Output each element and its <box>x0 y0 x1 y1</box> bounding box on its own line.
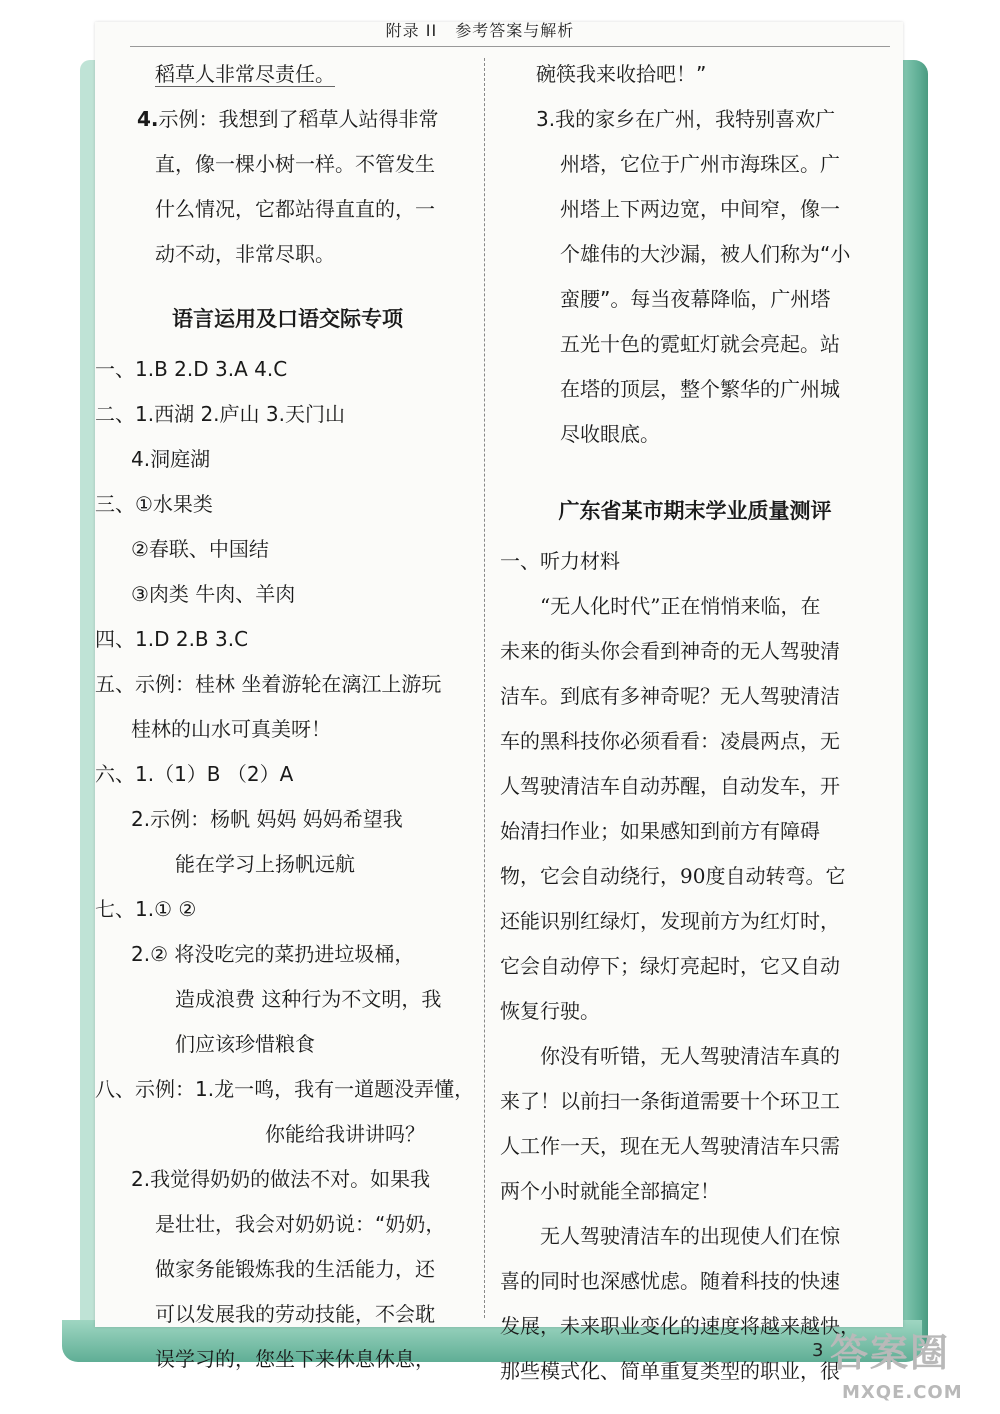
text-line: 州塔上下两边宽，中间窄，像一 <box>560 197 840 221</box>
passage-line: 你没有听错，无人驾驶清洁车真的 <box>540 1044 840 1068</box>
text-line: 碗筷我来收拾吧！” <box>536 62 707 86</box>
header-title: 参考答案与解析 <box>455 21 575 40</box>
passage-line: 两个小时就能全部搞定！ <box>500 1179 720 1203</box>
passage-line: 发展，未来职业变化的速度将越来越快， <box>500 1314 860 1338</box>
passage-line: “无人化时代”正在悄悄来临，在 <box>540 594 821 618</box>
answer-line: 二、1.西湖 2.庐山 3.天门山 <box>95 402 345 426</box>
answer-line: 造成浪费 这种行为不文明，我 <box>175 987 442 1011</box>
text-line: 动不动，非常尽职。 <box>155 242 335 266</box>
page-number: 3 <box>812 1340 824 1361</box>
answer-line: 七、1.① ② <box>95 897 197 921</box>
answer-line: 八、示例：1.龙一鸣，我有一道题没弄懂， <box>95 1077 475 1101</box>
passage-line: 恢复行驶。 <box>500 999 600 1023</box>
answer-line: 三、①水果类 <box>95 492 213 516</box>
answer-line: 六、1.（1）B （2）A <box>95 762 294 786</box>
answer-line: 可以发展我的劳动技能，不会耽 <box>155 1302 435 1326</box>
passage-line: 洁车。到底有多神奇呢？无人驾驶清洁 <box>500 684 840 708</box>
answer-line: 你能给我讲讲吗？ <box>265 1122 425 1146</box>
text-line: 直，像一棵小树一样。不管发生 <box>155 152 435 176</box>
left-column <box>95 52 480 1382</box>
answer-line: 能在学习上扬帆远航 <box>175 852 355 876</box>
answer-line: ③肉类 牛肉、羊肉 <box>131 582 296 606</box>
item-number: 4. <box>137 107 159 131</box>
text-line: 五光十色的霓虹灯就会亮起。站 <box>560 332 840 356</box>
answer-line: 是壮壮，我会对奶奶说：“奶奶， <box>155 1212 446 1236</box>
passage-line: 无人驾驶清洁车的出现使人们在惊 <box>540 1224 840 1248</box>
passage-line: 人驾驶清洁车自动苏醒，自动发车，开 <box>500 774 840 798</box>
right-column <box>500 52 890 1394</box>
text-line: 蛮腰”。每当夜幕降临，广州塔 <box>560 287 831 311</box>
passage-line: 喜的同时也深感忧虑。随着科技的快速 <box>500 1269 840 1293</box>
answer-line: 们应该珍惜粮食 <box>175 1032 315 1056</box>
header-appendix: 附录 II <box>385 21 438 40</box>
passage-line: 那些模式化、简单重复类型的职业，很 <box>500 1359 840 1383</box>
text-line: 3.我的家乡在广州，我特别喜欢广 <box>536 107 836 131</box>
section-title: 语言运用及口语交际专项 <box>172 307 403 331</box>
answer-line: 2.示例：杨帆 妈妈 妈妈希望我 <box>131 807 403 831</box>
text-line: 尽收眼底。 <box>560 422 660 446</box>
column-divider <box>484 58 485 1318</box>
passage-line: 它会自动停下；绿灯亮起时，它又自动 <box>500 954 840 978</box>
passage-line: 未来的街头你会看到神奇的无人驾驶清 <box>500 639 840 663</box>
answer-line: 五、示例：桂林 坐着游轮在漓江上游玩 <box>95 672 442 696</box>
page-header <box>330 18 630 44</box>
watermark-url: MXQE.COM <box>842 1382 963 1403</box>
answer-line: 做家务能锻炼我的生活能力，还 <box>155 1257 435 1281</box>
passage-line: 来了！以前扫一条街道需要十个环卫工 <box>500 1089 840 1113</box>
passage-line: 始清扫作业；如果感知到前方有障碍 <box>500 819 820 843</box>
text-line: 什么情况，它都站得直直的，一 <box>155 197 435 221</box>
watermark-logo: 答案圈 <box>830 1331 951 1375</box>
sub-heading: 一、听力材料 <box>500 549 620 573</box>
passage-line: 还能识别红绿灯，发现前方为红灯时， <box>500 909 840 933</box>
text-line: 稻草人非常尽责任。 <box>155 62 335 86</box>
passage-line: 车的黑科技你必须看看：凌晨两点，无 <box>500 729 840 753</box>
answer-line: ②春联、中国结 <box>131 537 269 561</box>
text-line: 4.示例：我想到了稻草人站得非常 <box>137 107 439 131</box>
answer-line: 四、1.D 2.B 3.C <box>95 627 249 651</box>
answer-line: 误学习的，您坐下来休息休息， <box>155 1347 435 1371</box>
answer-line: 4.洞庭湖 <box>131 447 211 471</box>
text-line: 州塔，它位于广州市海珠区。广 <box>560 152 840 176</box>
section-title: 广东省某市期末学业质量测评 <box>558 499 832 523</box>
header-rule <box>130 46 890 47</box>
answer-line: 桂林的山水可真美呀！ <box>131 717 331 741</box>
answer-line: 一、1.B 2.D 3.A 4.C <box>95 357 288 381</box>
passage-line: 物，它会自动绕行，90度自动转弯。它 <box>500 864 846 888</box>
answer-line: 2.② 将没吃完的菜扔进垃圾桶， <box>131 942 415 966</box>
text-line: 个雄伟的大沙漏，被人们称为“小 <box>560 242 851 266</box>
answer-line: 2.我觉得奶奶的做法不对。如果我 <box>131 1167 431 1191</box>
text-line: 在塔的顶层，整个繁华的广州城 <box>560 377 840 401</box>
passage-line: 人工作一天，现在无人驾驶清洁车只需 <box>500 1134 840 1158</box>
